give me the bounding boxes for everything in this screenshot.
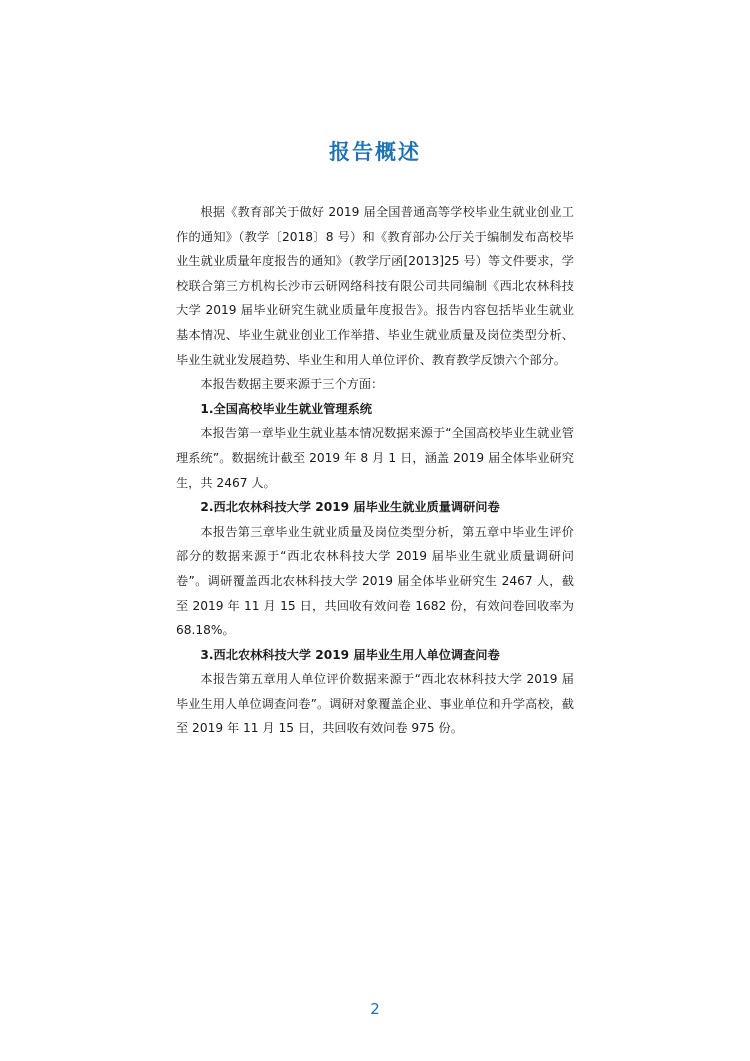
- intro-paragraph: 根据《教育部关于做好 2019 届全国普通高等学校毕业生就业创业工作的通知》（教学〔2018〕8 号）和《教育部办公厅关于编制发布高校毕业生就业质量年度报告的通知》（教学厅函[2013]25 号）等文件要求，学校联合第三方机构长沙市云研网络科技有限公司共同编制《西北农林科技大学 2019 届毕业研究生就业质量年度报告》。报告内容包括毕业生就业基本情况、毕业生就业创业工作举措、毕业生就业质量及岗位类型分析、毕业生就业发展趋势、毕业生和用人单位评价、教育教学反馈六个部分。: [176, 205, 574, 367]
- source-1-heading: 1.全国高校毕业生就业管理系统: [200, 401, 372, 416]
- page-number: 2: [370, 1000, 380, 1018]
- source-3-paragraph: 本报告第五章用人单位评价数据来源于“西北农林科技大学 2019 届毕业生用人单位调查问卷”。调研对象覆盖企业、事业单位和升学高校，截至 2019 年 11 月 15 日，共回收有效问卷 975 份。: [176, 672, 574, 736]
- report-body: [176, 200, 574, 741]
- source-2-paragraph: 本报告第三章毕业生就业质量及岗位类型分析，第五章中毕业生评价部分的数据来源于“西北农林科技大学 2019 届毕业生就业质量调研问卷”。调研覆盖西北农林科技大学 2019 届全体毕业研究生 2467 人，截至 2019 年 11 月 15 日，共回收有效问卷 1682 份，有效问卷回收率为 68.18%。: [176, 524, 574, 638]
- source-2-heading: 2.西北农林科技大学 2019 届毕业生就业质量调研问卷: [200, 500, 500, 515]
- source-1-paragraph: 本报告第一章毕业生就业基本情况数据来源于“全国高校毕业生就业管理系统”。数据统计截至 2019 年 8 月 1 日，涵盖 2019 届全体毕业研究生，共 2467 人。: [176, 426, 574, 490]
- page-title: 报告概述: [329, 140, 421, 164]
- sources-intro: 本报告数据主要来源于三个方面：: [200, 377, 384, 392]
- source-3-heading: 3.西北农林科技大学 2019 届毕业生用人单位调查问卷: [200, 647, 500, 662]
